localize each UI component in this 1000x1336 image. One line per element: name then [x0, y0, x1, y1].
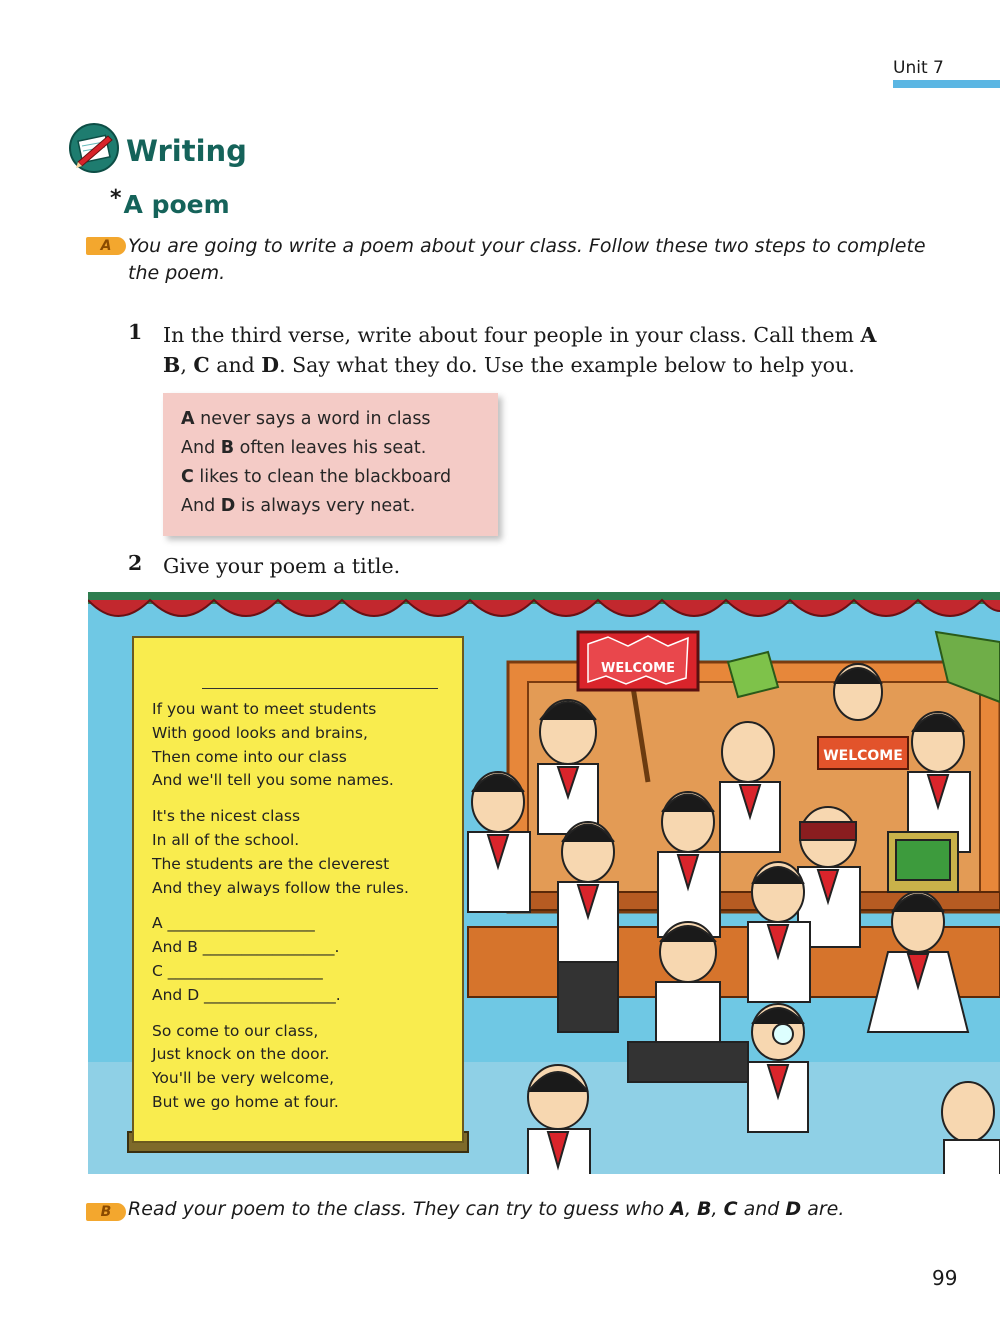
step-1-comma: ,: [180, 353, 194, 377]
part-b-and: and: [737, 1198, 786, 1220]
pencil-notebook-icon: [68, 122, 120, 174]
poem-line: The students are the cleverest: [152, 854, 390, 873]
example-lead: And: [181, 438, 221, 458]
part-b-letter-c: C: [723, 1198, 738, 1220]
poem-line: If you want to meet students: [152, 700, 377, 718]
poem-line: In all of the school.: [152, 830, 300, 849]
step-1-and: and: [209, 353, 262, 377]
step-1-letter-b: B: [163, 353, 181, 377]
step-1-letter-a: A: [860, 323, 877, 347]
example-text: likes to clean the blackboard: [193, 467, 452, 487]
example-letter: C: [181, 467, 194, 487]
step-2-number: 2: [128, 551, 143, 575]
example-letter: A: [181, 409, 195, 429]
step-1-line-2-rest: . Say what they do. Use the example below to help you.: [279, 353, 855, 377]
welcome-sign-2: WELCOME: [823, 748, 903, 764]
example-text: is always very neat.: [235, 496, 416, 516]
poem-line: But we go home at four.: [152, 1092, 339, 1111]
part-b-text: Read your poem to the class. They can try to guess who: [128, 1198, 671, 1220]
subsection-title: [110, 186, 230, 219]
poem-line: So come to our class,: [152, 1021, 319, 1040]
badge-a: A: [86, 237, 126, 255]
step-1-text: [163, 320, 943, 380]
step-1-letter-c: C: [193, 353, 210, 377]
poem-blank-line[interactable]: A ___________________: [152, 914, 315, 933]
poem-blank-line[interactable]: C ____________________: [152, 961, 323, 980]
part-b-letter-a: A: [670, 1198, 685, 1220]
example-line: [163, 434, 498, 463]
poem-poster: [132, 636, 464, 1143]
example-line: [163, 492, 498, 521]
part-a-instruction-line-1: You are going to write a poem about your class. Follow these two steps to complete: [128, 235, 926, 257]
example-letter: D: [220, 496, 236, 516]
poem-title-blank[interactable]: [202, 688, 438, 689]
example-lead: And: [181, 496, 221, 516]
optional-star: *: [110, 186, 122, 211]
poem-line: Just knock on the door.: [152, 1045, 330, 1064]
step-1-letter-d: D: [261, 353, 280, 377]
poem-line: It's the nicest class: [152, 807, 301, 826]
step-1-number: 1: [128, 320, 143, 344]
poem-line: You'll be very welcome,: [152, 1069, 335, 1088]
section-title: Writing: [126, 134, 247, 168]
example-text: never says a word in class: [194, 409, 431, 429]
unit-label: Unit 7: [893, 58, 944, 78]
subsection-title-text: A poem: [123, 190, 230, 219]
example-letter: B: [220, 438, 235, 458]
welcome-sign-1: WELCOME: [601, 661, 675, 676]
example-line: [163, 463, 498, 492]
poem-blank-line[interactable]: And D _________________.: [152, 985, 341, 1004]
part-b-sep: ,: [711, 1198, 724, 1220]
unit-bar: [893, 80, 1000, 88]
poem-line: And we'll tell you some names.: [152, 771, 394, 790]
example-line: [163, 405, 498, 434]
poem-line: Then come into our class: [152, 747, 347, 766]
part-b-letter-d: D: [785, 1198, 802, 1220]
badge-b: B: [86, 1203, 126, 1221]
poem-line: With good looks and brains,: [152, 723, 368, 742]
part-b-instruction: [128, 1198, 844, 1220]
part-b-end: are.: [801, 1198, 845, 1220]
step-1-line-1: In the third verse, write about four people in your class. Call them: [163, 323, 854, 347]
example-text: often leaves his seat.: [234, 438, 427, 458]
part-b-letter-b: B: [697, 1198, 712, 1220]
poem-blank-line[interactable]: And B _________________.: [152, 938, 340, 957]
step-2-text: Give your poem a title.: [163, 554, 401, 578]
poem-line: And they always follow the rules.: [152, 878, 409, 897]
part-a-instruction-line-2: the poem.: [128, 262, 226, 284]
page-number: 99: [932, 1266, 958, 1290]
example-poem-box: [163, 393, 498, 536]
part-b-sep: ,: [684, 1198, 698, 1220]
